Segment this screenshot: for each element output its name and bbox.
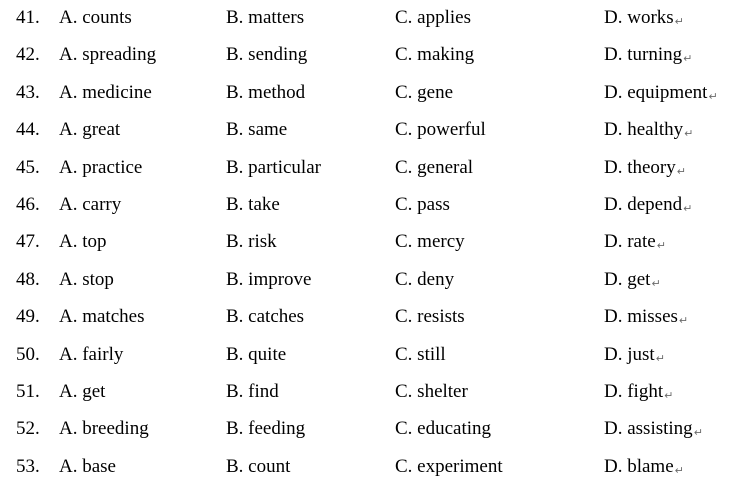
option-b: B. risk: [226, 231, 277, 253]
question-number: 52.: [16, 418, 40, 440]
option-a: A. top: [59, 231, 107, 253]
option-d: D. blame: [604, 455, 674, 477]
option-d-cell: [604, 158, 686, 177]
option-a: A. practice: [59, 156, 143, 178]
option-d: D. theory: [604, 156, 676, 178]
question-row-48: [0, 270, 753, 307]
question-row-52: [0, 419, 753, 456]
option-d-cell: [604, 307, 688, 326]
option-d-cell: [604, 232, 666, 251]
option-c: C. general: [395, 156, 474, 178]
option-d: D. equipment: [604, 81, 708, 103]
question-row-49: [0, 307, 753, 344]
option-c: C. deny: [395, 268, 455, 290]
option-a: A. spreading: [59, 44, 157, 66]
option-a: A. medicine: [59, 81, 152, 103]
option-b: B. find: [226, 381, 279, 402]
paragraph-mark-icon: ↵: [664, 389, 674, 402]
option-c: C. pass: [395, 194, 450, 215]
question-row-46: [0, 195, 753, 232]
option-c: C. applies: [395, 7, 471, 28]
option-d-cell: [604, 345, 665, 364]
option-d: D. get: [604, 268, 651, 290]
question-number: 51.: [16, 381, 40, 402]
option-d: D. turning: [604, 44, 683, 66]
paragraph-mark-icon: ↵: [693, 426, 703, 440]
question-number: 47.: [16, 231, 40, 253]
option-a: A. stop: [59, 268, 114, 290]
option-b: B. feeding: [226, 418, 306, 440]
option-b: B. improve: [226, 268, 312, 290]
option-b: B. matters: [226, 7, 305, 28]
option-b: B. count: [226, 455, 291, 477]
question-number: 45.: [16, 156, 40, 178]
option-d: D. rate: [604, 231, 656, 253]
option-d-cell: [604, 382, 673, 401]
option-b: B. catches: [226, 306, 305, 328]
option-c: C. gene: [395, 81, 454, 103]
option-b: B. particular: [226, 156, 321, 178]
question-row-53: [0, 457, 753, 494]
paragraph-mark-icon: ↵: [655, 351, 665, 365]
paragraph-mark-icon: ↵: [683, 202, 693, 215]
option-c: C. making: [395, 44, 475, 66]
option-d-cell: [604, 8, 684, 27]
paragraph-mark-icon: ↵: [708, 89, 718, 103]
option-d: D. healthy: [604, 119, 684, 141]
option-b: B. method: [226, 81, 306, 103]
option-d: D. misses: [604, 306, 678, 328]
question-row-44: [0, 120, 753, 157]
question-number: 49.: [16, 306, 40, 328]
option-c: C. powerful: [395, 119, 486, 141]
option-b: B. same: [226, 119, 288, 141]
option-d: D. just: [604, 343, 655, 365]
question-number: 48.: [16, 268, 40, 290]
option-a: A. great: [59, 119, 121, 141]
question-number: 53.: [16, 455, 40, 477]
option-c: C. experiment: [395, 455, 503, 477]
question-row-51: [0, 382, 753, 419]
option-d: D. works: [604, 7, 674, 28]
question-number: 46.: [16, 194, 40, 215]
paragraph-mark-icon: ↵: [684, 127, 694, 141]
paragraph-mark-icon: ↵: [656, 239, 666, 253]
question-number: 42.: [16, 44, 40, 66]
option-d-cell: [604, 83, 718, 102]
question-row-42: [0, 45, 753, 82]
option-a: A. matches: [59, 306, 145, 328]
option-c: C. shelter: [395, 381, 468, 402]
question-number: 43.: [16, 81, 40, 103]
option-a: A. counts: [59, 7, 132, 28]
option-d-cell: [604, 419, 703, 438]
option-a: A. breeding: [59, 418, 149, 440]
option-d-cell: [604, 195, 692, 214]
question-row-43: [0, 83, 753, 120]
option-b: B. quite: [226, 343, 287, 365]
paragraph-mark-icon: ↵: [683, 52, 693, 66]
option-a: A. carry: [59, 194, 122, 215]
option-b: B. sending: [226, 44, 308, 66]
question-row-50: [0, 345, 753, 382]
option-c: C. resists: [395, 306, 465, 328]
paragraph-mark-icon: ↵: [676, 164, 686, 178]
option-b: B. take: [226, 194, 280, 215]
option-d: D. assisting: [604, 418, 693, 440]
question-number: 41.: [16, 7, 40, 28]
question-number: 50.: [16, 343, 40, 365]
option-a: A. fairly: [59, 343, 124, 365]
question-number: 44.: [16, 119, 40, 141]
question-row-47: [0, 232, 753, 269]
paragraph-mark-icon: ↵: [674, 463, 684, 477]
paragraph-mark-icon: ↵: [678, 314, 689, 328]
option-d: D. fight: [604, 381, 664, 402]
question-row-41: [0, 8, 753, 45]
paragraph-mark-icon: ↵: [651, 276, 661, 290]
option-d: D. depend: [604, 194, 683, 215]
paragraph-mark-icon: ↵: [674, 15, 684, 28]
option-c: C. mercy: [395, 231, 465, 253]
option-d-cell: [604, 120, 693, 139]
option-d-cell: [604, 270, 661, 289]
option-d-cell: [604, 45, 692, 64]
option-d-cell: [604, 457, 684, 476]
question-row-45: [0, 158, 753, 195]
option-a: A. base: [59, 455, 116, 477]
option-a: A. get: [59, 381, 106, 402]
option-c: C. still: [395, 343, 446, 365]
option-c: C. educating: [395, 418, 492, 440]
